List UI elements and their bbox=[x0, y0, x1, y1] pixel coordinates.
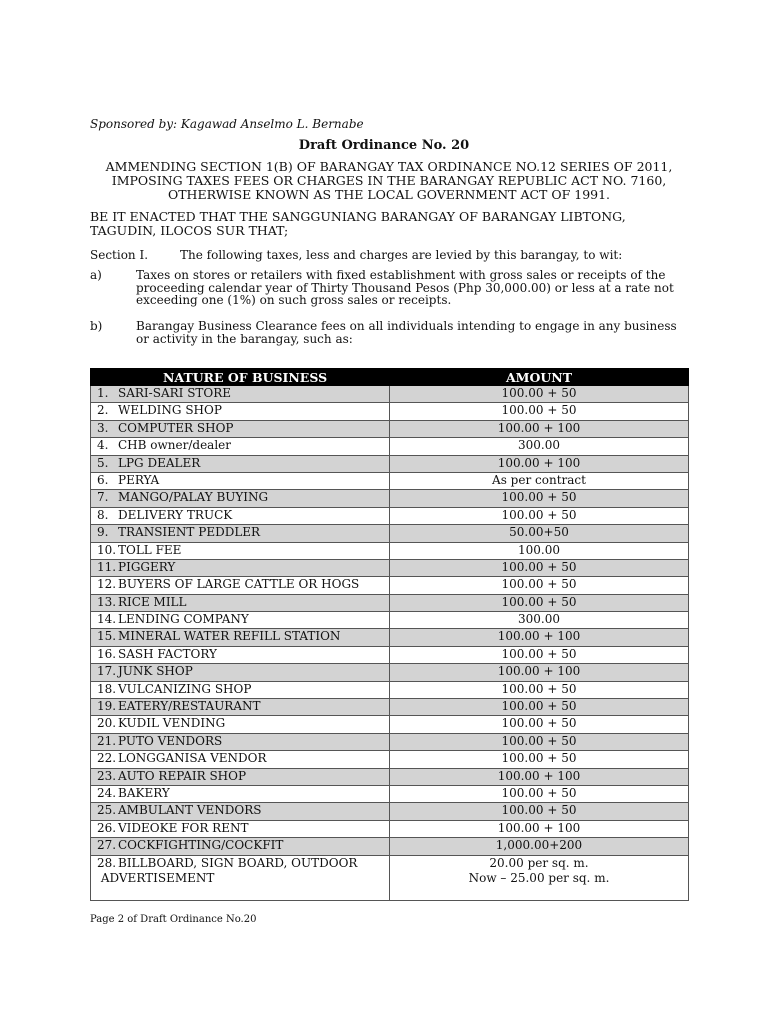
business-nature: WELDING SHOP bbox=[118, 403, 222, 418]
amount-cell: 100.00 + 50 bbox=[390, 594, 689, 611]
table-row bbox=[91, 855, 689, 900]
nature-cell bbox=[91, 803, 390, 820]
business-nature: PIGGERY bbox=[118, 559, 176, 574]
row-number: 28. bbox=[97, 855, 117, 870]
amount-cell: 300.00 bbox=[390, 438, 689, 455]
business-nature: TOLL FEE bbox=[118, 542, 182, 557]
nature-cell bbox=[91, 559, 390, 576]
business-nature: COMPUTER SHOP bbox=[118, 420, 234, 435]
row-number: 2. bbox=[97, 403, 109, 418]
row-number: 4. bbox=[97, 438, 109, 453]
nature-cell bbox=[91, 733, 390, 750]
business-nature: KUDIL VENDING bbox=[118, 716, 226, 731]
amount-cell: 100.00 + 100 bbox=[390, 455, 689, 472]
amount-cell: 100.00 + 50 bbox=[390, 559, 689, 576]
business-nature: BILLBOARD, SIGN BOARD, OUTDOOR ADVERTISEMENT bbox=[100, 855, 358, 885]
business-nature: BAKERY bbox=[118, 785, 170, 800]
table-row bbox=[91, 559, 689, 576]
amount-cell: 100.00 + 100 bbox=[390, 664, 689, 681]
row-number: 23. bbox=[97, 768, 117, 783]
row-number: 24. bbox=[97, 785, 117, 800]
business-nature: EATERY/RESTAURANT bbox=[118, 699, 261, 714]
amount-cell: 100.00 + 50 bbox=[390, 386, 689, 403]
business-nature: PUTO VENDORS bbox=[118, 733, 223, 748]
business-nature: AUTO REPAIR SHOP bbox=[118, 768, 247, 783]
amount-cell: 100.00 + 50 bbox=[390, 507, 689, 524]
table-row bbox=[91, 681, 689, 698]
amount-cell: 100.00 + 50 bbox=[390, 577, 689, 594]
business-nature: JUNK SHOP bbox=[118, 664, 193, 679]
business-nature: CHB owner/dealer bbox=[118, 438, 231, 453]
nature-cell bbox=[91, 438, 390, 455]
nature-cell bbox=[91, 594, 390, 611]
amount-cell: 100.00 + 50 bbox=[390, 716, 689, 733]
nature-cell bbox=[91, 838, 390, 855]
amount-cell: 100.00 + 100 bbox=[390, 768, 689, 785]
amount-cell: 50.00+50 bbox=[390, 525, 689, 542]
amount-cell: 300.00 bbox=[390, 612, 689, 629]
table-row bbox=[91, 838, 689, 855]
nature-cell bbox=[91, 577, 390, 594]
section-label: Section I. bbox=[90, 248, 149, 262]
table-row bbox=[91, 455, 689, 472]
amount-cell: 100.00 + 100 bbox=[390, 820, 689, 837]
nature-cell bbox=[91, 403, 390, 420]
business-nature: VIDEOKE FOR RENT bbox=[118, 820, 249, 835]
table-row bbox=[91, 646, 689, 663]
amount-cell: 100.00 + 50 bbox=[390, 646, 689, 663]
row-number: 26. bbox=[97, 820, 117, 835]
header-nature: NATURE OF BUSINESS bbox=[91, 369, 390, 386]
row-number: 12. bbox=[97, 577, 117, 592]
nature-cell bbox=[91, 542, 390, 559]
table-row bbox=[91, 507, 689, 524]
business-nature: RICE MILL bbox=[118, 594, 187, 609]
business-nature: MINERAL WATER REFILL STATION bbox=[118, 629, 341, 644]
row-number: 15. bbox=[97, 629, 117, 644]
row-number: 27. bbox=[97, 838, 117, 853]
table-row bbox=[91, 542, 689, 559]
row-number: 25. bbox=[97, 803, 117, 818]
table-row bbox=[91, 768, 689, 785]
ordinance-heading: AMMENDING SECTION 1(B) OF BARANGAY TAX ORDINANCE NO.12 SERIES OF 2011, IMPOSING TAXES FEES OR CHARGES IN THE BARANGAY REPUBLIC ACT NO. 7160, OTHERWISE KNOWN AS THE LOCAL GOVERNMENT ACT OF 1991. bbox=[105, 159, 673, 202]
nature-cell bbox=[91, 855, 390, 900]
nature-cell bbox=[91, 455, 390, 472]
nature-cell bbox=[91, 699, 390, 716]
table-row bbox=[91, 386, 689, 403]
row-number: 16. bbox=[97, 646, 117, 661]
table-row bbox=[91, 664, 689, 681]
item-text: Taxes on stores or retailers with fixed establishment with gross sales or receipts of the proceeding calendar year of Thirty Thousand Pesos (Php 30,000.00) or less at a rate not exceeding one (1%) on such gross sales or receipts. bbox=[136, 268, 674, 307]
amount-cell: 100.00 + 50 bbox=[390, 803, 689, 820]
table-row bbox=[91, 403, 689, 420]
amount-cell: 100.00 + 50 bbox=[390, 490, 689, 507]
row-number: 3. bbox=[97, 420, 109, 435]
item-text: Barangay Business Clearance fees on all individuals intending to engage in any business or activity in the barangay, such as: bbox=[136, 319, 677, 346]
page-footer: Page 2 of Draft Ordinance No.20 bbox=[90, 914, 257, 925]
section-one bbox=[90, 248, 622, 262]
row-number: 17. bbox=[97, 664, 117, 679]
nature-cell bbox=[91, 751, 390, 768]
amount-cell: 20.00 per sq. m. Now – 25.00 per sq. m. bbox=[390, 855, 689, 900]
nature-cell bbox=[91, 646, 390, 663]
amount-cell: 100.00 + 50 bbox=[390, 681, 689, 698]
row-number: 21. bbox=[97, 733, 117, 748]
header-amount: AMOUNT bbox=[390, 369, 689, 386]
table-row bbox=[91, 525, 689, 542]
business-nature: LENDING COMPANY bbox=[118, 612, 249, 627]
nature-cell bbox=[91, 716, 390, 733]
amount-cell: 100.00 + 50 bbox=[390, 403, 689, 420]
table-row bbox=[91, 420, 689, 437]
business-nature: DELIVERY TRUCK bbox=[118, 507, 233, 522]
row-number: 6. bbox=[97, 472, 109, 487]
nature-cell bbox=[91, 525, 390, 542]
table-row bbox=[91, 612, 689, 629]
nature-cell bbox=[91, 507, 390, 524]
row-number: 20. bbox=[97, 716, 117, 731]
nature-cell bbox=[91, 820, 390, 837]
business-nature: AMBULANT VENDORS bbox=[118, 803, 262, 818]
amount-cell: 1,000.00+200 bbox=[390, 838, 689, 855]
table-row bbox=[91, 699, 689, 716]
document-title: Draft Ordinance No. 20 bbox=[298, 138, 470, 153]
amount-cell: 100.00 + 100 bbox=[390, 629, 689, 646]
nature-cell bbox=[91, 785, 390, 802]
table-row bbox=[91, 438, 689, 455]
row-number: 22. bbox=[97, 751, 117, 766]
table-row bbox=[91, 733, 689, 750]
business-nature: MANGO/PALAY BUYING bbox=[118, 490, 269, 505]
table-row bbox=[91, 716, 689, 733]
nature-cell bbox=[91, 664, 390, 681]
table-row bbox=[91, 577, 689, 594]
row-number: 5. bbox=[97, 455, 109, 470]
enactment-clause: BE IT ENACTED THAT THE SANGGUNIANG BARANGAY OF BARANGAY LIBTONG, TAGUDIN, ILOCOS SUR THAT; bbox=[90, 209, 626, 238]
amount-cell: 100.00 + 50 bbox=[390, 751, 689, 768]
nature-cell bbox=[91, 472, 390, 489]
amount-cell: 100.00 + 50 bbox=[390, 699, 689, 716]
table-row bbox=[91, 820, 689, 837]
row-number: 18. bbox=[97, 681, 117, 696]
business-nature: LONGGANISA VENDOR bbox=[118, 751, 267, 766]
row-number: 1. bbox=[97, 386, 109, 400]
section-text: The following taxes, less and charges are levied by this barangay, to wit: bbox=[180, 248, 623, 262]
nature-cell bbox=[91, 420, 390, 437]
business-nature: TRANSIENT PEDDLER bbox=[118, 525, 261, 540]
row-number: 14. bbox=[97, 612, 117, 627]
row-number: 7. bbox=[97, 490, 109, 505]
row-number: 9. bbox=[97, 525, 109, 540]
table-row bbox=[91, 629, 689, 646]
business-nature: SARI-SARI STORE bbox=[118, 386, 232, 400]
amount-cell: 100.00 + 50 bbox=[390, 785, 689, 802]
table-row bbox=[91, 594, 689, 611]
nature-cell bbox=[91, 490, 390, 507]
nature-cell bbox=[91, 386, 390, 403]
row-number: 11. bbox=[97, 559, 117, 574]
row-number: 10. bbox=[97, 542, 117, 557]
amount-cell: 100.00 + 100 bbox=[390, 420, 689, 437]
nature-cell bbox=[91, 612, 390, 629]
table-row bbox=[91, 490, 689, 507]
row-number: 8. bbox=[97, 507, 109, 522]
business-nature: SASH FACTORY bbox=[118, 646, 217, 661]
amount-cell: 100.00 + 50 bbox=[390, 733, 689, 750]
amount-cell: As per contract bbox=[390, 472, 689, 489]
business-nature: LPG DEALER bbox=[118, 455, 201, 470]
table-row bbox=[91, 785, 689, 802]
item-marker: a) bbox=[90, 268, 102, 282]
nature-cell bbox=[91, 681, 390, 698]
table-row bbox=[91, 803, 689, 820]
row-number: 13. bbox=[97, 594, 117, 609]
table-row bbox=[91, 751, 689, 768]
list-item-b bbox=[90, 320, 688, 345]
nature-cell bbox=[91, 629, 390, 646]
nature-cell bbox=[91, 768, 390, 785]
list-item-a bbox=[90, 269, 688, 307]
row-number: 19. bbox=[97, 699, 117, 714]
business-nature: COCKFIGHTING/COCKFIT bbox=[118, 838, 284, 853]
sponsor-line: Sponsored by: Kagawad Anselmo L. Bernabe bbox=[90, 117, 364, 131]
business-nature: VULCANIZING SHOP bbox=[118, 681, 252, 696]
amount-cell: 100.00 bbox=[390, 542, 689, 559]
table-row bbox=[91, 472, 689, 489]
item-marker: b) bbox=[90, 319, 103, 333]
business-nature: BUYERS OF LARGE CATTLE OR HOGS bbox=[118, 577, 360, 592]
fees-table bbox=[90, 368, 689, 901]
business-nature: PERYA bbox=[118, 472, 160, 487]
table-header-row bbox=[91, 369, 689, 386]
